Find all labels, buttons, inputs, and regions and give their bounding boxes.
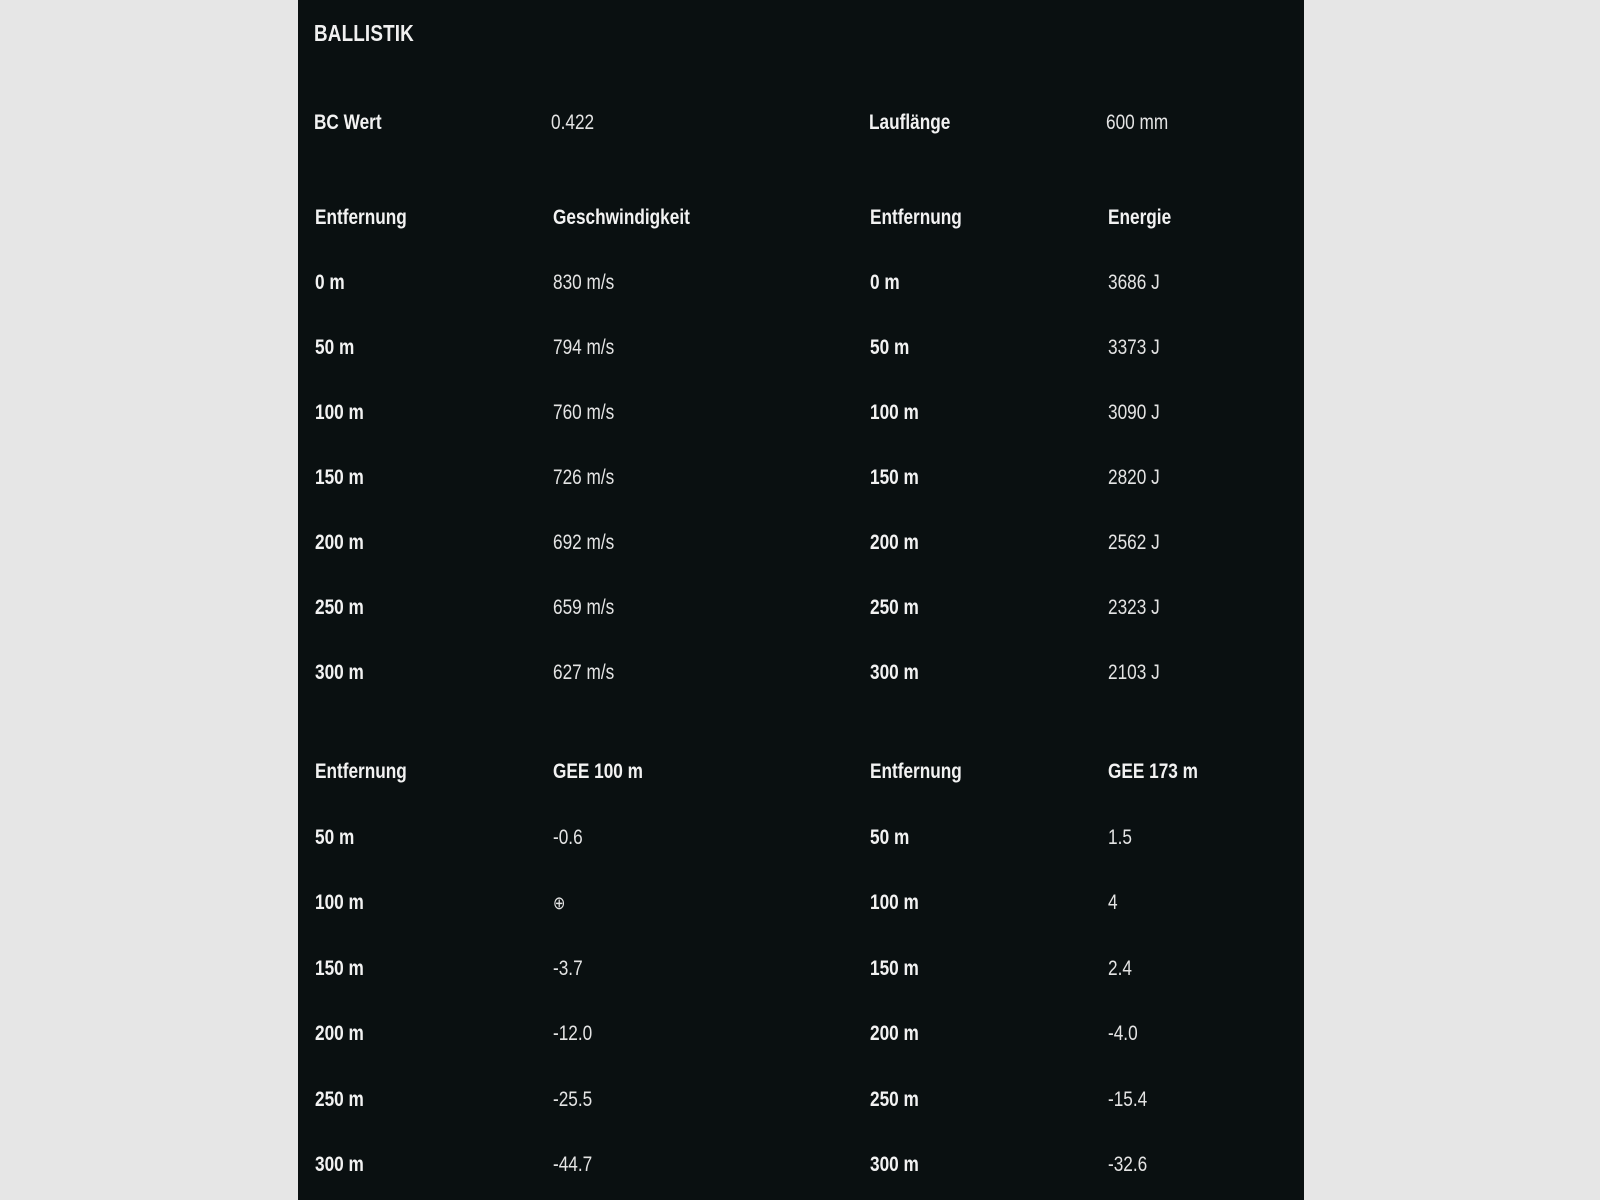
velocity-value: 692 m/s — [553, 531, 615, 554]
gee100-distance: 300 m — [315, 1153, 364, 1176]
table-row — [298, 593, 1304, 623]
gee173-distance: 300 m — [870, 1153, 919, 1176]
velocity-distance: 0 m — [315, 271, 345, 294]
table-row — [298, 954, 1304, 984]
gee100-value: -12.0 — [553, 1022, 593, 1045]
gee100-value: -44.7 — [553, 1153, 593, 1176]
velocity-distance: 300 m — [315, 661, 364, 684]
table-row — [298, 1019, 1304, 1049]
table-row — [298, 658, 1304, 688]
velocity-distance: 150 m — [315, 466, 364, 489]
gee100-header-distance: Entfernung — [315, 760, 407, 783]
energy-value: 2103 J — [1108, 661, 1160, 684]
table-row — [298, 888, 1304, 918]
table-row — [298, 333, 1304, 363]
gee100-distance: 150 m — [315, 957, 364, 980]
energy-value: 2323 J — [1108, 596, 1160, 619]
energy-value: 3090 J — [1108, 401, 1160, 424]
gee173-value: 4 — [1108, 891, 1118, 914]
table-row — [298, 268, 1304, 298]
gee173-distance: 100 m — [870, 891, 919, 914]
energy-distance: 100 m — [870, 401, 919, 424]
energy-distance: 150 m — [870, 466, 919, 489]
energy-value: 2820 J — [1108, 466, 1160, 489]
gee173-value: 2.4 — [1108, 957, 1132, 980]
barrel-length-label: Lauflänge — [869, 111, 951, 134]
energy-distance: 50 m — [870, 336, 910, 359]
gee100-distance: 50 m — [315, 826, 355, 849]
table-header-row — [298, 203, 1304, 233]
barrel-length-value: 600 mm — [1106, 111, 1169, 134]
gee173-value: -4.0 — [1108, 1022, 1138, 1045]
gee100-distance: 200 m — [315, 1022, 364, 1045]
table-row — [298, 1150, 1304, 1180]
gee173-value: -32.6 — [1108, 1153, 1148, 1176]
gee173-header-distance: Entfernung — [870, 760, 962, 783]
gee173-header-value: GEE 173 m — [1108, 760, 1198, 783]
table-row — [298, 528, 1304, 558]
velocity-distance: 250 m — [315, 596, 364, 619]
gee100-distance: 100 m — [315, 891, 364, 914]
table-row — [298, 1085, 1304, 1115]
section-title: BALLISTIK — [314, 20, 414, 46]
energy-value: 2562 J — [1108, 531, 1160, 554]
bc-value: 0.422 — [551, 111, 595, 134]
velocity-value: 760 m/s — [553, 401, 615, 424]
gee173-distance: 250 m — [870, 1088, 919, 1111]
velocity-value: 659 m/s — [553, 596, 615, 619]
velocity-distance: 200 m — [315, 531, 364, 554]
velocity-header-speed: Geschwindigkeit — [553, 206, 690, 229]
energy-distance: 0 m — [870, 271, 900, 294]
table-row — [298, 398, 1304, 428]
table-row — [298, 463, 1304, 493]
table-header-row — [298, 757, 1304, 787]
ballistics-panel — [298, 0, 1304, 1200]
velocity-distance: 50 m — [315, 336, 355, 359]
gee100-value: -0.6 — [553, 826, 583, 849]
energy-header-energy: Energie — [1108, 206, 1172, 229]
velocity-distance: 100 m — [315, 401, 364, 424]
velocity-value: 726 m/s — [553, 466, 615, 489]
gee100-value: -3.7 — [553, 957, 583, 980]
energy-value: 3373 J — [1108, 336, 1160, 359]
velocity-header-distance: Entfernung — [315, 206, 407, 229]
bc-label: BC Wert — [314, 111, 382, 134]
gee173-value: 1.5 — [1108, 826, 1132, 849]
energy-distance: 200 m — [870, 531, 919, 554]
meta-row — [298, 108, 1304, 138]
gee100-distance: 250 m — [315, 1088, 364, 1111]
velocity-value: 627 m/s — [553, 661, 615, 684]
gee173-value: -15.4 — [1108, 1088, 1148, 1111]
energy-distance: 300 m — [870, 661, 919, 684]
gee100-header-value: GEE 100 m — [553, 760, 643, 783]
table-row — [298, 823, 1304, 853]
energy-distance: 250 m — [870, 596, 919, 619]
velocity-value: 794 m/s — [553, 336, 615, 359]
velocity-value: 830 m/s — [553, 271, 615, 294]
gee173-distance: 150 m — [870, 957, 919, 980]
gee173-distance: 200 m — [870, 1022, 919, 1045]
gee100-value: -25.5 — [553, 1088, 593, 1111]
energy-value: 3686 J — [1108, 271, 1160, 294]
zero-point-crosshair-icon: ⊕ — [553, 893, 566, 913]
energy-header-distance: Entfernung — [870, 206, 962, 229]
gee173-distance: 50 m — [870, 826, 910, 849]
